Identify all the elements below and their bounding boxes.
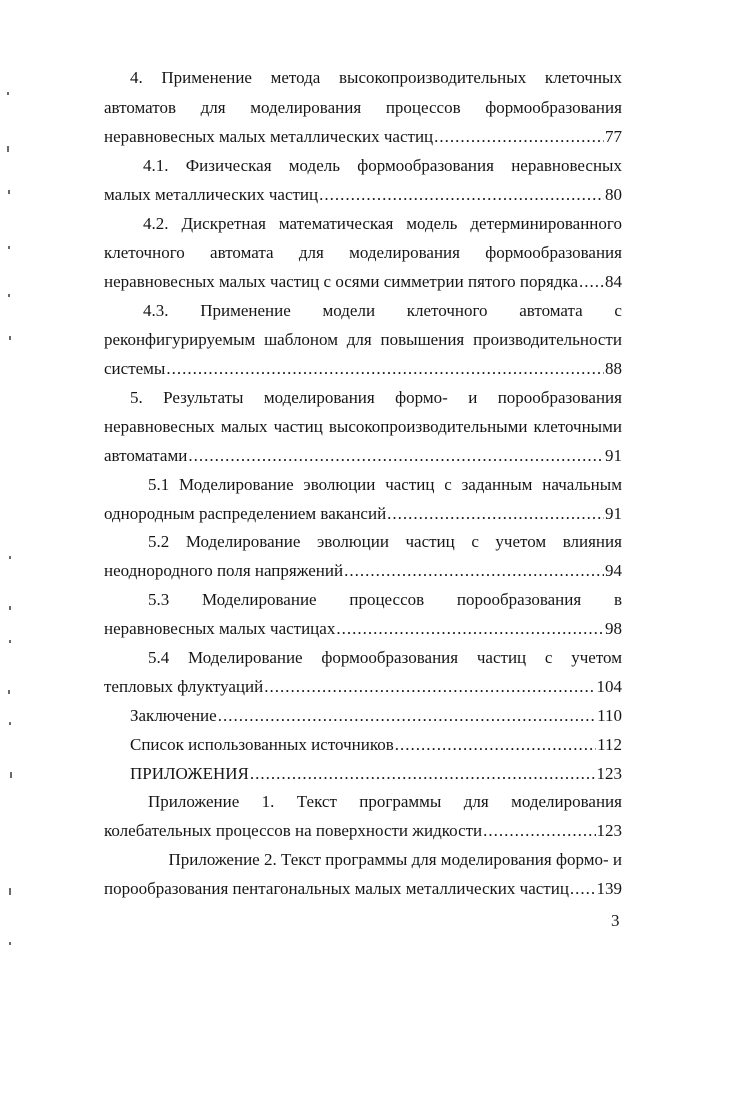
toc-entry-appendix-2-line2 [104,876,622,902]
word: повышения [380,330,465,349]
toc-title-text: системы [104,359,166,378]
scan-speck [8,690,10,694]
toc-entry-5-4-line2 [104,674,622,700]
word: формообразования [485,243,622,262]
word: детерминированного [470,214,622,233]
word: 5.1 [148,475,170,494]
word: для [463,792,489,811]
word: Применение [161,68,252,87]
word: Текст [296,792,337,811]
toc-title-text: тепловых флуктуаций [104,677,264,696]
word: автомата [519,301,583,320]
word: 4.2. [143,214,169,233]
toc-title-text: неравновесных малых частиц с осями симметрии пятого порядка [104,272,579,291]
scan-speck [8,246,10,249]
word: 5.2 [148,532,170,551]
word: для [346,330,372,349]
toc-entry-appendix-2-line1 [148,847,622,873]
word: автоматов [104,98,177,117]
word: моделирования [511,792,622,811]
toc-title-text: неоднородного поля напряжений [104,561,344,580]
word: моделирования [349,243,460,262]
dot-leader [387,501,604,527]
word: частиц [385,475,435,494]
word: начальным [542,475,622,494]
toc-entry-4-3-line3 [104,356,622,382]
toc-entry-5-2-line2 [104,558,622,584]
toc-title-text: порообразования пентагональных малых металлических частиц [104,879,569,898]
dot-leader [395,732,596,758]
word: с [444,475,452,494]
toc-entry-4-2-line2 [104,240,622,266]
scan-speck [9,722,11,725]
toc-page-number: 110 [597,706,622,725]
toc-page-number: 123 [596,764,622,783]
word: малых [220,417,268,436]
word: Физическая [185,156,272,175]
word: неравновесных [104,417,215,436]
dot-leader [434,124,604,150]
word: формо- [395,388,448,407]
dot-leader [188,443,604,469]
dot-leader [319,182,604,208]
dot-leader [166,356,604,382]
toc-title-text: однородным распределением вакансий [104,504,387,523]
toc-entry-4-1-line2 [104,182,622,208]
word: учетом [571,648,622,667]
page-number: 3 [611,911,620,930]
word: частиц [476,648,527,667]
dot-leader [570,876,596,902]
word: Моделирование [202,590,317,609]
toc-entry-5-3-line2 [104,616,622,642]
word: эволюции [316,532,389,551]
toc-title-text: Приложение 2. Текст программы для моделирования формо- и [168,850,622,869]
toc-entry-4-2-line1 [143,211,622,237]
word: 4.3. [143,301,169,320]
toc-page-number: 112 [597,735,622,754]
word: Моделирование [185,532,301,551]
toc-entry-5-line3 [104,443,622,469]
toc-entry-4-3-line1 [143,298,622,324]
toc-title-text: малых металлических частиц [104,185,319,204]
word: неравновесных [511,156,622,175]
toc-title-text: Список использованных источников [130,735,394,754]
word: влияния [562,532,622,551]
toc-page-number: 91 [605,504,622,523]
toc-page-number: 77 [605,127,622,146]
word: Приложение [148,792,240,811]
word: 5.3 [148,590,170,609]
word: модель [288,156,340,175]
word: формообразования [485,98,622,117]
dot-leader [483,818,595,844]
scan-speck [9,556,11,559]
toc-page-number: 98 [605,619,622,638]
word: программы [359,792,442,811]
word: Моделирование [188,648,303,667]
word: 4. [130,68,143,87]
toc-entry-5-line1 [130,385,622,411]
scan-speck [8,294,10,297]
toc-entry-5-4-line1 [148,645,622,671]
toc-page-number: 91 [605,446,622,465]
word: клеточных [544,68,622,87]
dot-leader [264,674,595,700]
scan-speck [9,942,11,945]
word: формообразования [357,156,494,175]
word: Моделирование [179,475,294,494]
dot-leader [579,269,604,295]
toc-title-text: неравновесных малых металлических частиц [104,127,434,146]
toc-entry-5-3-line1 [148,587,622,613]
word: частиц [273,417,323,436]
word: порообразования [456,590,582,609]
word: и [468,388,478,407]
word: процессов [349,590,425,609]
toc-entry-appendix-1-line1 [148,789,622,815]
word: модель [406,214,458,233]
word: высокопроизводительных [339,68,527,87]
toc-entry-appendices [130,761,622,787]
word: высокопроизводительными [328,417,528,436]
scan-speck [7,146,9,152]
toc-entry-conclusion [130,703,622,729]
word: эволюции [303,475,376,494]
word: 1. [261,792,275,811]
dot-leader [344,558,604,584]
toc-page-number: 123 [596,821,622,840]
word: клеточного [104,243,185,262]
toc-entry-4-line1 [130,65,622,91]
toc-entry-4-line2 [104,95,622,121]
toc-entry-5-line2 [104,414,622,440]
word: 4.1. [143,156,169,175]
word: метода [270,68,321,87]
scan-speck [10,772,12,778]
word: 5. [130,388,143,407]
word: с [544,648,553,667]
toc-entry-sources [130,732,622,758]
word: моделирования [250,98,362,117]
word: производительности [473,330,622,349]
toc-entry-4-2-line3 [104,269,622,295]
scan-speck [9,336,11,340]
toc-entry-5-1-line1 [148,472,622,498]
scan-speck [9,640,11,643]
toc-title-text: автоматами [104,446,188,465]
word: шаблоном [264,330,338,349]
toc-entry-4-line3 [104,124,622,150]
word: для [298,243,324,262]
toc-page-number: 80 [605,185,622,204]
scan-speck [7,92,9,95]
word: частиц [405,532,455,551]
toc-title-text: Заключение [130,706,217,725]
word: Дискретная [181,214,266,233]
word: для [200,98,226,117]
toc-page-number: 88 [605,359,622,378]
word: в [613,590,622,609]
toc-entry-5-2-line1 [148,529,622,555]
scan-speck [9,888,11,895]
word: учетом [495,532,547,551]
dot-leader [218,703,596,729]
scan-speck [8,190,10,194]
toc-entry-appendix-1-line2 [104,818,622,844]
word: моделирования [263,388,375,407]
word: 5.4 [148,648,170,667]
word: реконфигурируемым [104,330,256,349]
toc-page-number: 94 [605,561,622,580]
word: порообразования [497,388,622,407]
word: клеточными [533,417,622,436]
toc-entry-4-1-line1 [143,153,622,179]
toc-title-text: колебательных процессов на поверхности жидкости [104,821,483,840]
dot-leader [336,616,604,642]
toc-page-number: 139 [596,879,622,898]
word: с [614,301,622,320]
toc-title-text: неравновесных малых частицах [104,619,336,638]
word: процессов [385,98,461,117]
toc-entry-5-1-line2 [104,501,622,527]
word: математическая [278,214,394,233]
word: модели [322,301,376,320]
toc-title-text: ПРИЛОЖЕНИЯ [130,764,249,783]
toc-entry-4-3-line2 [104,327,622,353]
word: заданным [461,475,533,494]
word: с [471,532,479,551]
word: автомата [210,243,274,262]
word: Применение [200,301,291,320]
word: клеточного [406,301,488,320]
word: Результаты [163,388,244,407]
scan-speck [9,606,11,610]
toc-page-number: 84 [605,272,622,291]
dot-leader [250,761,596,787]
word: формообразования [321,648,459,667]
toc-page-number: 104 [596,677,622,696]
